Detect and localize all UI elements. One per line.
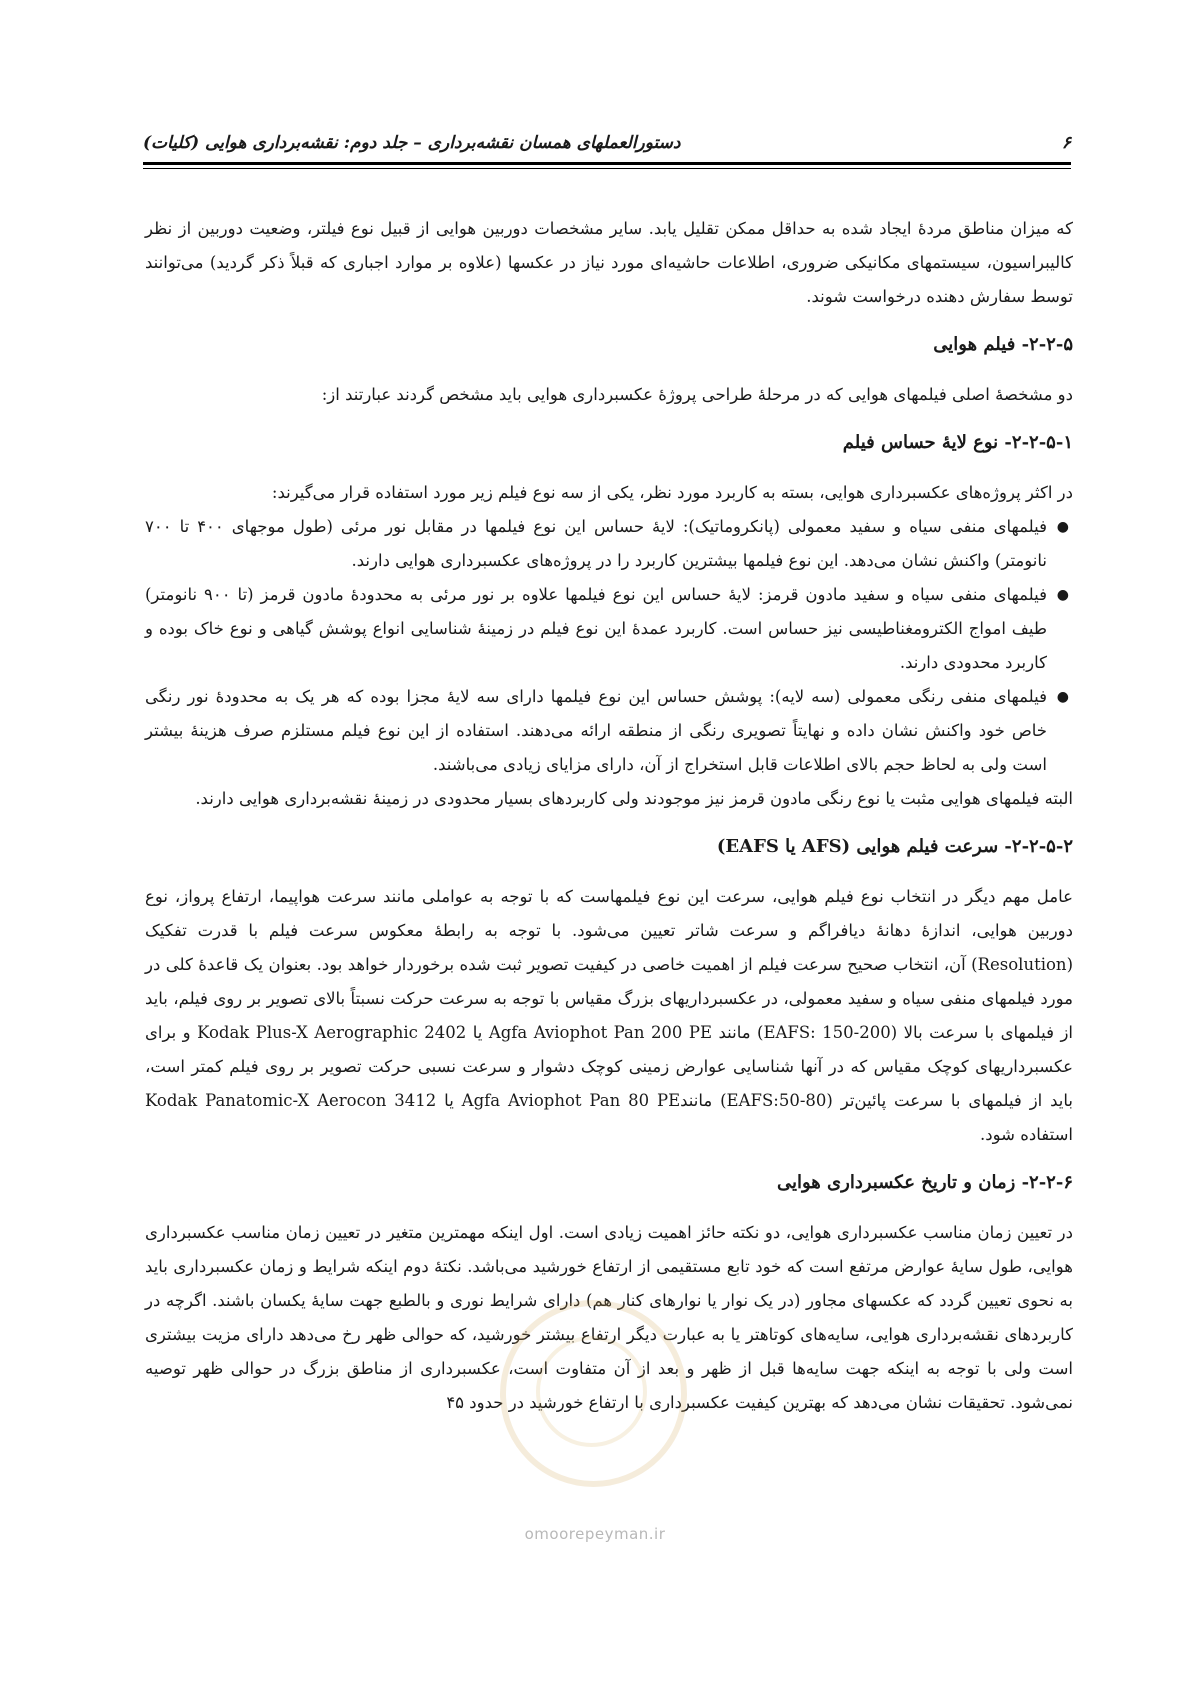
section-heading-2-2-5-2: ۲-۲-۵-۲- سرعت فیلم هوایی (AFS یا EAFS)	[716, 836, 1073, 857]
page-header	[143, 126, 1071, 160]
section-2-2-5-1-outro: البته فیلمهای هوایی مثبت یا نوع رنگی مادون قرمز نیز موجودند ولی کاربردهای بسیار محدودی در زمینهٔ نقشه‌برداری هوایی دارند.	[195, 789, 1073, 808]
bullet-icon: ●	[1056, 689, 1069, 705]
page-body	[145, 212, 1073, 1434]
list-item	[145, 578, 1069, 680]
section-2-2-6-paragraph: در تعیین زمان مناسب عکسبرداری هوایی، دو نکته حائز اهمیت زیادی است. اول اینکه مهمترین متغیر در تعیین زمان مناسب عکسبرداری هوایی، طول سایهٔ عوارض مرتفع است که خود تابع مستقیمی از ارتفاع خورشید می‌باشد. نکتهٔ دوم اینکه شرایط و زمان عکسبرداری باید به نحوی تعیین گردد که عکسهای مجاور (در یک نوار یا نوارهای کنار هم) دارای شرایط نوری و بالطبع جهت سایهٔ یکسان باشند. اگرچه در کاربردهای نقشه‌برداری هوایی، سایه‌های کوتاهتر یا به عبارت دیگر ارتفاع بیشتر خورشید، که حوالی ظهر رخ می‌دهد دارای مزیت بیشتری است ولی با توجه به اینکه جهت سایه‌ها قبل از ظهر و بعد از آن متفاوت است، عکسبرداری از مناطق بزرگ در حوالی ظهر توصیه نمی‌شود. تحقیقات نشان می‌دهد که بهترین کیفیت عکسبرداری با ارتفاع خورشید در حدود ۴۵	[145, 1223, 1073, 1412]
section-heading-2-2-6: ۲-۲-۶- زمان و تاریخ عکسبرداری هوایی	[776, 1172, 1073, 1193]
list-item	[145, 680, 1069, 782]
header-rule-thick	[143, 162, 1071, 165]
bullet-icon: ●	[1056, 519, 1069, 535]
section-2-2-5-1-intro: در اکثر پروژه‌های عکسبرداری هوایی، بسته به کاربرد مورد نظر، یکی از سه نوع فیلم زیر مورد استفاده قرار می‌گیرند:	[271, 483, 1073, 502]
list-item-text: فیلمهای منفی رنگی معمولی (سه لایه): پوشش حساس این نوع فیلمها دارای سه لایهٔ مجزا بوده که هر یک به محدودهٔ نور رنگی خاص خود واکنش نشان داده و نهایتاً تصویری رنگی از منطقه ارائه می‌دهند. استفاده از این نوع فیلم مستلزم صرف هزینهٔ بیشتر است ولی به لحاظ حجم بالای اطلاعات قابل استخراج از آن، دارای مزایای زیادی می‌باشند.	[145, 687, 1047, 774]
list-item	[145, 510, 1069, 578]
intro-paragraph: که میزان مناطق مردهٔ ایجاد شده به حداقل ممکن تقلیل یابد. سایر مشخصات دوربین هوایی از قبیل نوع فیلتر، وضعیت دوربین از نظر کالیبراسیون، سیستمهای مکانیکی ضروری، اطلاعات حاشیه‌ای مورد نیاز در عکسها (علاوه بر موارد اجباری که قبلاً ذکر گردید) می‌توانند توسط سفارش دهنده درخواست شوند.	[145, 219, 1073, 306]
section-heading-2-2-5: ۲-۲-۵- فیلم هوایی	[933, 334, 1073, 355]
film-type-list	[145, 510, 1073, 782]
watermark-url: omoorepeyman.ir	[524, 1525, 666, 1543]
header-title: دستورالعملهای همسان نقشه‌برداری – جلد دوم: نقشه‌برداری هوایی (کلیات)	[143, 133, 681, 153]
section-2-2-5-paragraph: دو مشخصهٔ اصلی فیلمهای هوایی که در مرحلهٔ طراحی پروژهٔ عکسبرداری هوایی باید مشخص گردند عبارتند از:	[321, 385, 1073, 404]
list-item-text: فیلمهای منفی سیاه و سفید مادون قرمز: لایهٔ حساس این نوع فیلمها علاوه بر نور مرئی به محدودهٔ مادون قرمز (تا ۹۰۰ نانومتر) طیف امواج الکترومغناطیسی نیز حساس است. کاربرد عمدهٔ این نوع فیلم در زمینهٔ شناسایی انواع پوشش گیاهی و نوع خاک بوده و کاربرد محدودی دارند.	[145, 585, 1047, 672]
bullet-icon: ●	[1056, 587, 1069, 603]
header-rule-thin	[143, 168, 1071, 169]
section-heading-2-2-5-1: ۲-۲-۵-۱- نوع لایهٔ حساس فیلم	[842, 432, 1073, 453]
list-item-text: فیلمهای منفی سیاه و سفید معمولی (پانکروماتیک): لایهٔ حساس این نوع فیلمها در مقابل نور مرئی (طول موجهای ۴۰۰ تا ۷۰۰ نانومتر) واکنش نشان می‌دهد. این نوع فیلمها بیشترین کاربرد را در پروژه‌های عکسبرداری هوایی دارند.	[145, 517, 1047, 570]
page-number: ۶	[1061, 133, 1071, 153]
section-2-2-5-2-paragraph: عامل مهم دیگر در انتخاب نوع فیلم هوایی، سرعت این نوع فیلمهاست که با توجه به عواملی مانند سرعت هواپیما، ارتفاع پرواز، نوع دوربین هوایی، اندازهٔ دهانهٔ دیافراگم و سرعت شاتر تعیین می‌شود. با توجه به رابطهٔ معکوس سرعت فیلم با قدرت تفکیک (Resolution) آن، انتخاب صحیح سرعت فیلم از اهمیت خاصی در کیفیت تصویر ثبت شده برخوردار خواهد بود. بعنوان یک قاعدهٔ کلی در مورد فیلمهای منفی سیاه و سفید معمولی، در عکسبرداریهای بزرگ مقیاس با توجه به سرعت حرکت نسبتاً بالای تصویر بر روی فیلم، باید از فیلمهای با سرعت بالا (EAFS: 150-200) مانند Agfa Aviophot Pan 200 PE یا Kodak Plus-X Aerographic 2402 و برای عکسبرداریهای کوچک مقیاس که در آنها شناسایی عوارض زمینی کوچک دشوار و سرعت نسبی حرکت تصویر بر روی فیلم کمتر است، باید از فیلمهای با سرعت پائین‌تر (EAFS:50-80) مانندAgfa Aviophot Pan 80 PE یا Kodak Panatomic-X Aerocon 3412 استفاده شود.	[145, 887, 1074, 1144]
